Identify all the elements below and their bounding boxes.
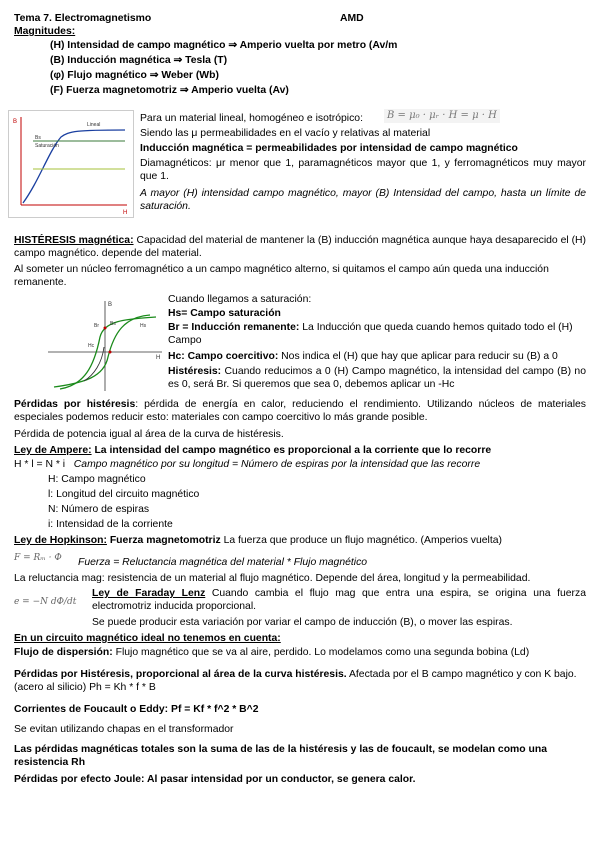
chapas-line: Se evitan utilizando chapas en el transformador: [14, 724, 234, 735]
ampere-bold: La intensidad del campo magnético es proporcional a la corriente que lo recorre: [91, 445, 492, 456]
ampere-def-i: i: Intensidad de la corriente: [48, 519, 173, 530]
foucault-line: Corrientes de Foucault o Eddy: Pf = Kf * f^2 * B^2: [14, 704, 259, 715]
hc-text: Nos indica el (H) que hay que aplicar para reducir su (B) a 0: [278, 351, 558, 362]
graph-y-label: B: [13, 119, 18, 125]
hopkinson-line: [14, 534, 586, 547]
graph-sat2-label: Saturación: [35, 143, 59, 149]
hc-label: Hc: Campo coercitivo:: [168, 351, 279, 362]
saturation-intro: Cuando llegamos a saturación:: [168, 294, 312, 305]
hist-loss-label: Pérdidas por Histéresis, proporcional al área de la curva histéresis.: [14, 669, 347, 680]
faraday-line: [92, 587, 586, 613]
loop-h-label: H: [156, 355, 161, 361]
magnitude-phi: (φ) Flujo magnético ⇒ Weber (Wb): [50, 70, 219, 81]
reluctance-text: La reluctancia mag: resistencia de un material al flujo magnético. Depende del área, longitud y la permeabilidad.: [14, 573, 531, 584]
perdidas-label: Pérdidas por histéresis: [14, 399, 136, 410]
faraday-text2: Se puede producir esta variación por variar el campo de inducción (B), o mover las espiras.: [92, 617, 513, 628]
hist-label: Histéresis:: [168, 366, 222, 377]
perdidas-text: : pérdida de energía en calor, reduciendo el rendimiento. Utilizando núcleos de materiales especiales podemos reducir esto: materiales con campo coercitivo lo más grande posible.: [14, 399, 586, 423]
linear-material-text: Para un material lineal, homogéneo e isotrópico:: [140, 113, 363, 124]
magnitude-b: (B) Inducción magnética ⇒ Tesla (T): [50, 55, 228, 66]
hist-loss-text: Afectada por el B campo magnético y con K bajo. (acero al silicio) Ph = Kh * f * B: [14, 669, 577, 693]
ampere-heading: Ley de Ampere:: [14, 445, 92, 456]
ampere-def-l: l: Longitud del circuito magnético: [48, 489, 200, 500]
hist-text: Cuando reducimos a 0 (H) Campo magnético, la intensidad del campo (B) no es 0, será Br. Si queremos que sea 0, debemos aplicar un -Hc: [168, 366, 586, 390]
dispersion-line: [14, 646, 586, 659]
br-text: La Inducción que queda cuando hemos quitado todo el (H) Campo: [168, 322, 573, 346]
histeresis-text1: Capacidad del material de mantener la (B) inducción magnética aunque haya desaparecido el (H) campo magnético. depende del material.: [14, 235, 586, 259]
faraday-text: Cuando cambia el flujo mag que entra una espira, se origina una fuerza electromotriz inducida proporcional.: [92, 588, 586, 612]
hc-term: [168, 350, 586, 363]
hopkinson-bold: Fuerza magnetomotriz: [106, 535, 221, 546]
perdidas-histeresis: [14, 398, 586, 424]
br-label: Br = Inducción remanente:: [168, 322, 300, 333]
magnitudes-heading: Magnitudes:: [14, 26, 76, 37]
loop-bs-label: Bs: [110, 321, 116, 327]
loop-hs-label: Hs: [140, 323, 147, 329]
graph-x-label: H: [123, 210, 128, 216]
materials-text: Diamagnéticos: μr menor que 1, paramagnéticos mayor que 1, y ferromagnéticos muy mayor que 1.: [140, 158, 586, 182]
induction-definition: Inducción magnética = permeabilidades por intensidad de campo magnético: [140, 143, 518, 154]
dispersion-label: Flujo de dispersión:: [14, 647, 113, 658]
hist-term: [168, 365, 586, 391]
loop-b-label: B: [108, 302, 113, 308]
ampere-formula: H * l = N * i: [14, 459, 66, 470]
ampere-def-n: N: Número de espiras: [48, 504, 150, 515]
graph-lin-label: Lineal: [87, 122, 101, 128]
dispersion-text: Flujo magnético que se va al aire, perdido. Lo modelamos como una segunda bobina (Ld): [112, 647, 530, 658]
graph-sat-label: Bs: [35, 135, 41, 141]
saturation-text: A mayor (H) intensidad campo magnético, mayor (B) Intensidad del campo, hasta un límite de saturación.: [140, 188, 586, 212]
magnitude-f: (F) Fuerza magnetomotriz ⇒ Amperio vuelta (Av): [50, 85, 289, 96]
histeresis-heading: HISTÉRESIS magnética:: [14, 235, 134, 246]
totales-line: Las pérdidas magnéticas totales son la suma de las de la histéresis y las de foucault, se modelan como una resistencia Rh: [14, 744, 547, 768]
hopkinson-heading: Ley de Hopkinson:: [14, 535, 107, 546]
histeresis-text2: Al someter un núcleo ferromagnético a un campo magnético alterno, si quitamos el campo aún queda una inducción remanente.: [14, 264, 549, 288]
hs-term: Hs= Campo saturación: [168, 308, 281, 319]
joule-line: Pérdidas por efecto Joule: Al pasar intensidad por un conductor, se genera calor.: [14, 774, 416, 785]
hopkinson-text: La fuerza que produce un flujo magnético. (Amperios vuelta): [220, 535, 502, 546]
magnetization-curve-figure: [8, 110, 134, 218]
hysteresis-loop-figure: [44, 297, 166, 395]
faraday-formula: e = −N dΦ/dt: [14, 597, 77, 607]
hopkinson-formula: F = Rₘ · Φ: [14, 553, 62, 563]
b-formula: B = μ₀ · μᵣ · H = μ · H: [384, 109, 500, 123]
permeability-text: Siendo las μ permeabilidades en el vacío y relativas al material: [140, 128, 431, 139]
doc-title: Tema 7. Electromagnetismo: [14, 13, 152, 24]
ideal-heading: En un circuito magnético ideal no tenemos en cuenta:: [14, 633, 281, 644]
ampere-formula-line: [14, 458, 586, 471]
perdidas-area: Pérdida de potencia igual al área de la curva de histéresis.: [14, 429, 284, 440]
faraday-heading: Ley de Faraday Lenz: [92, 588, 206, 599]
doc-author: AMD: [340, 13, 364, 24]
ampere-heading-line: [14, 444, 586, 457]
histeresis-paragraph: [14, 234, 586, 260]
ampere-formula-desc: Campo magnético por su longitud = Número de espiras por la intensidad que las recorre: [73, 459, 481, 470]
br-term: [168, 321, 586, 347]
magnitude-h: (H) Intensidad de campo magnético ⇒ Amperio vuelta por metro (Av/m: [50, 40, 398, 51]
loop-hc-label: Hc: [88, 343, 95, 349]
hopkinson-formula-desc: Fuerza = Reluctancia magnética del material * Flujo magnético: [78, 557, 368, 568]
loop-br-label: Br: [94, 323, 99, 329]
hist-loss-line: [14, 668, 586, 694]
ampere-def-h: H: Campo magnético: [48, 474, 146, 485]
